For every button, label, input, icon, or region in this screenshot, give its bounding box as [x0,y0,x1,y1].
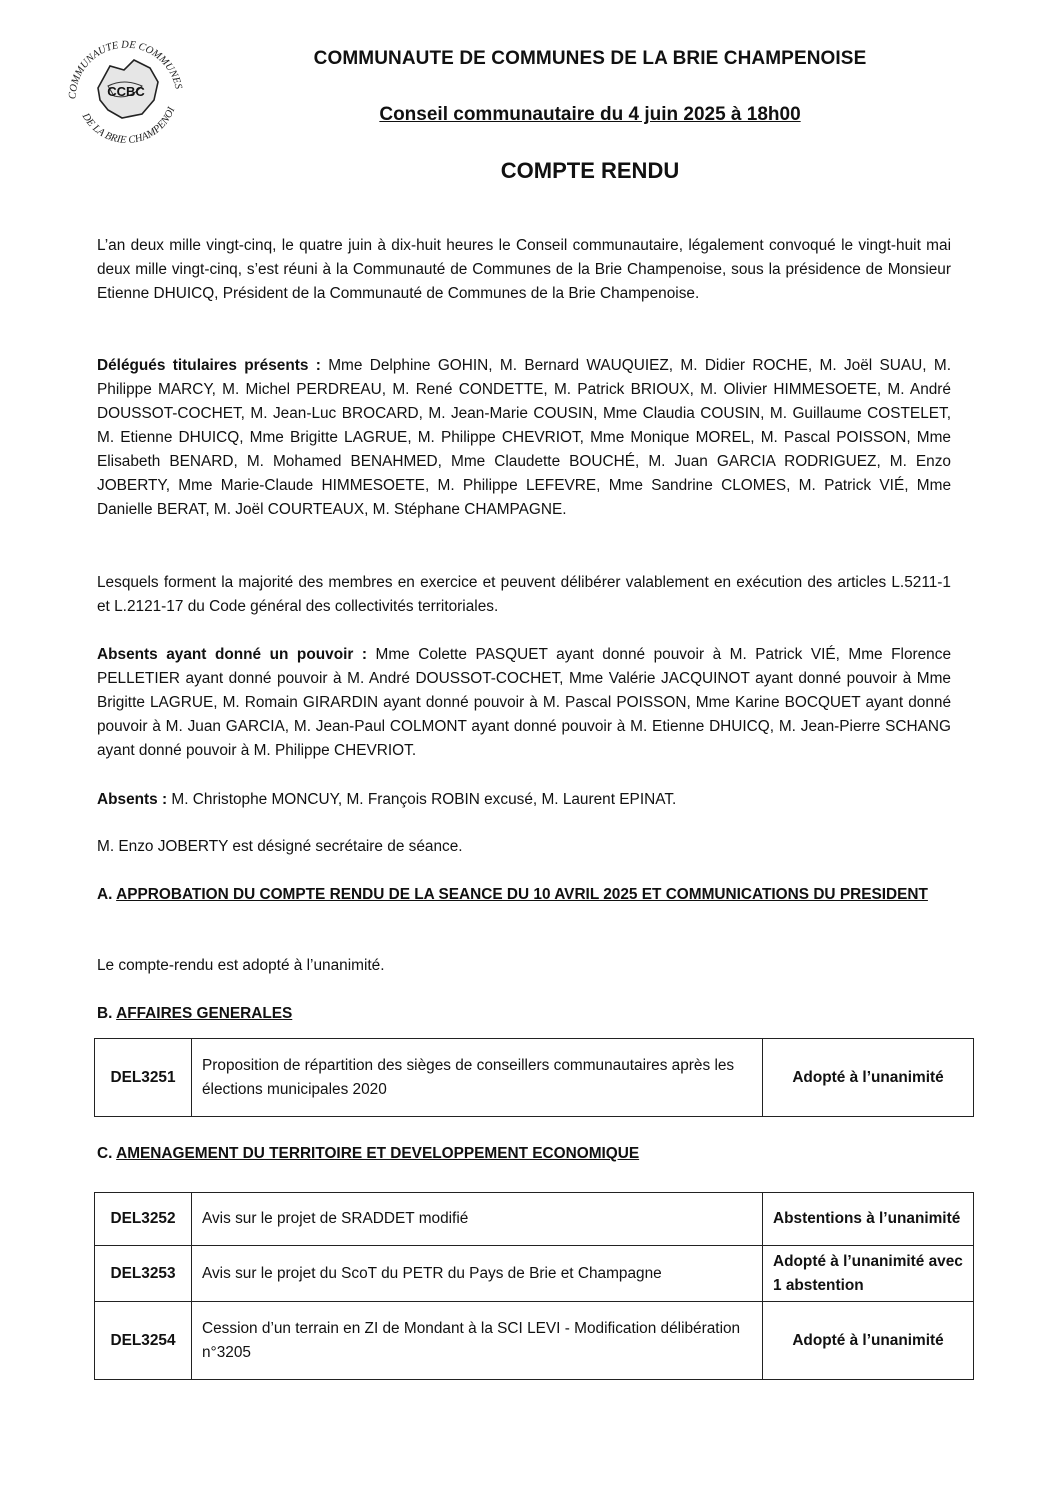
deliberation-subject: Cession d’un terrain en ZI de Mondant à la SCI LEVI - Modification délibération n°3205 [192,1302,763,1380]
proxies-paragraph [97,643,951,763]
report-title: COMPTE RENDU [500,158,680,183]
logo-text-top: COMMUNAUTE DE COMMUNES [67,39,184,100]
logo-stamp-graphic [58,26,194,162]
deliberation-code: DEL3252 [95,1193,192,1246]
section-b-prefix: B. [97,1005,117,1022]
absents-label: Absents : [97,791,168,808]
section-b-heading [97,1002,951,1026]
deliberation-result: Abstentions à l’unanimité [763,1193,974,1246]
present-delegates-paragraph [97,354,951,522]
logo-center-text: CCBC [107,84,145,99]
proxies-list: Mme Colette PASQUET ayant donné pouvoir à M. Patrick VIÉ, Mme Florence PELLETIER ayant donné pouvoir à M. André DOUSSOT-COCHET, Mme Valérie JACQUINOT ayant donné pouvoir à Mme Brigitte LAGRUE, M. Romain GIRARDIN ayant donné pouvoir à M. Pascal POISSON, Mme Karine BOCQUET ayant donné pouvoir à M. Juan GARCIA, M. Jean-Paul COLMONT ayant donné pouvoir à M. Etienne DHUICQ, M. Jean-Pierre SCHANG ayant donné pouvoir à M. Philippe CHEVRIOT. [97,646,951,759]
section-a-text: Le compte-rendu est adopté à l’unanimité. [97,957,385,974]
present-delegates-list: Mme Delphine GOHIN, M. Bernard WAUQUIEZ, M. Didier ROCHE, M. Joël SUAU, M. Philippe MARCY, M. Michel PERDREAU, M. René CONDETTE, M. Patrick BRIOUX, M. Olivier HIMMESOETE, M. André DOUSSOT-COCHET, M. Jean-Luc BROCARD, M. Jean-Marie COUSIN, Mme Claudia COUSIN, M. Guillaume COSTELET, M. Etienne DHUICQ, Mme Brigitte LAGRUE, M. Philippe CHEVRIOT, Mme Monique MOREL, M. Pascal POISSON, Mme Elisabeth BENARD, M. Mohamed BENAHMED, Mme Claudette BOUCHÉ, M. Juan GARCIA RODRIGUEZ, M. Enzo JOBERTY, Mme Marie-Claude HIMMESOETE, M. Philippe LEFEVRE, Mme Sandrine CLOMES, M. Patrick VIÉ, Mme Danielle BERAT, M. Joël COURTEAUX, M. Stéphane CHAMPAGNE. [97,357,952,518]
intro-paragraph: L’an deux mille vingt-cinq, le quatre juin à dix-huit heures le Conseil communautaire, légalement convoqué le vingt-huit mai deux mille vingt-cinq, s’est réuni à la Communauté de Communes de la Brie Champenoise, sous la présidence de Monsieur Etienne DHUICQ, Président de la Communauté de Communes de la Brie Champenoise. [97,237,951,302]
secretary-paragraph: M. Enzo JOBERTY est désigné secrétaire de séance. [97,838,463,855]
section-c-heading [97,1142,951,1166]
table-row [95,1302,974,1380]
section-a-heading [97,883,951,907]
section-c-title: AMENAGEMENT DU TERRITOIRE ET DEVELOPPEMENT ECONOMIQUE [116,1145,640,1162]
deliberation-result: Adopté à l’unanimité avec 1 abstention [763,1246,974,1302]
section-c-prefix: C. [97,1145,117,1162]
table-row [95,1193,974,1246]
deliberation-code: DEL3251 [95,1039,192,1117]
deliberation-subject: Avis sur le projet de SRADDET modifié [192,1193,763,1246]
deliberation-subject: Proposition de répartition des sièges de conseillers communautaires après les élections municipales 2020 [192,1039,763,1117]
absents-list: M. Christophe MONCUY, M. François ROBIN excusé, M. Laurent EPINAT. [167,791,677,808]
deliberation-result: Adopté à l’unanimité [763,1302,974,1380]
deliberation-code: DEL3254 [95,1302,192,1380]
logo-text-bottom: DE LA BRIE CHAMPENOI [79,105,178,147]
organization-logo [58,26,194,162]
deliberation-result: Adopté à l’unanimité [763,1039,974,1117]
present-delegates-label: Délégués titulaires présents : [97,357,321,374]
section-a-title: APPROBATION DU COMPTE RENDU DE LA SEANCE DU 10 AVRIL 2025 ET COMMUNICATIONS DU PRESIDENT [116,886,928,903]
section-a-prefix: A. [97,886,117,903]
meeting-title: Conseil communautaire du 4 juin 2025 à 18h00 [379,104,801,125]
table-row [95,1246,974,1302]
section-b-title: AFFAIRES GENERALES [116,1005,293,1022]
absents-paragraph [97,788,951,812]
proxies-label: Absents ayant donné un pouvoir : [97,646,367,663]
deliberation-code: DEL3253 [95,1246,192,1302]
section-b-table [94,1038,974,1117]
quorum-paragraph: Lesquels forment la majorité des membres en exercice et peuvent délibérer valablement en exécution des articles L.5211-1 et L.2121-17 du Code général des collectivités territoriales. [97,574,951,615]
deliberation-subject: Avis sur le projet du ScoT du PETR du Pays de Brie et Champagne [192,1246,763,1302]
organization-title: COMMUNAUTE DE COMMUNES DE LA BRIE CHAMPENOISE [313,48,867,69]
section-c-table [94,1192,974,1380]
table-row [95,1039,974,1117]
